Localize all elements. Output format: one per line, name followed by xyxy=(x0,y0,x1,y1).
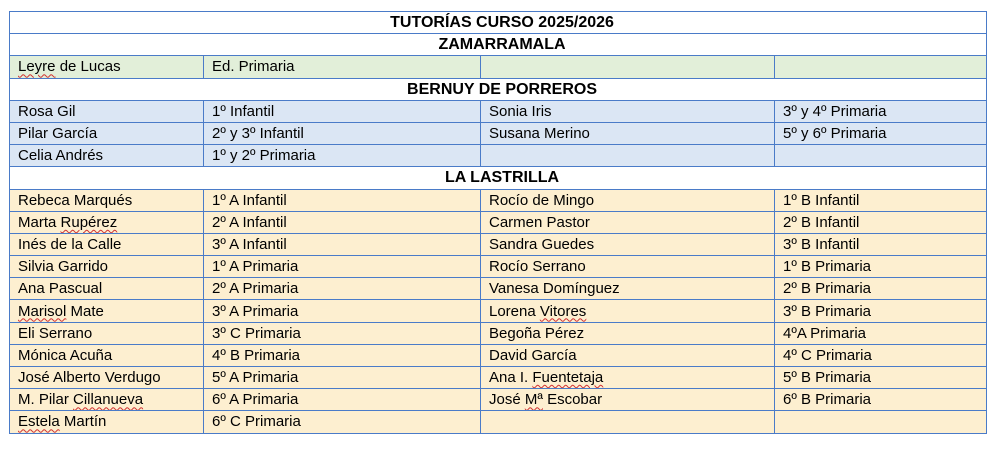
table-row xyxy=(10,211,987,233)
teacher-name-cell: Estela Martín xyxy=(10,411,204,433)
course-cell: 3º C Primaria xyxy=(204,322,481,344)
teacher-name-cell: Mónica Acuña xyxy=(10,344,204,366)
teacher-name-cell: Inés de la Calle xyxy=(10,233,204,255)
teacher-name-cell: Carmen Pastor xyxy=(481,211,775,233)
course-cell: 2º B Primaria xyxy=(775,278,987,300)
teacher-name-cell: Rebeca Marqués xyxy=(10,189,204,211)
course-cell: 5º y 6º Primaria xyxy=(775,122,987,144)
teacher-name-cell: Begoña Pérez xyxy=(481,322,775,344)
course-cell: 6º B Primaria xyxy=(775,389,987,411)
section-title-lastrilla: LA LASTRILLA xyxy=(10,167,987,189)
teacher-name-cell xyxy=(481,145,775,167)
teacher-name-cell: Vanesa Domínguez xyxy=(481,278,775,300)
course-cell xyxy=(775,56,987,78)
teacher-name-cell: José Alberto Verdugo xyxy=(10,367,204,389)
teacher-name-cell: Ana I. Fuentetaja xyxy=(481,367,775,389)
section-title-bernuy: BERNUY DE PORREROS xyxy=(10,78,987,100)
teacher-name-cell: Celia Andrés xyxy=(10,145,204,167)
course-cell: 4º C Primaria xyxy=(775,344,987,366)
table-row xyxy=(10,145,987,167)
course-cell: 4º B Primaria xyxy=(204,344,481,366)
section-header-row xyxy=(10,78,987,100)
table-row xyxy=(10,189,987,211)
table-row xyxy=(10,100,987,122)
teacher-name-cell: Marisol Mate xyxy=(10,300,204,322)
tutorias-table xyxy=(9,11,987,434)
course-cell: 1º B Primaria xyxy=(775,256,987,278)
section-title-zamarramala: ZAMARRAMALA xyxy=(10,34,987,56)
teacher-name-cell: Leyre de Lucas xyxy=(10,56,204,78)
course-cell: 3º A Infantil xyxy=(204,233,481,255)
table-row xyxy=(10,256,987,278)
course-cell: 3º y 4º Primaria xyxy=(775,100,987,122)
course-cell: 2º y 3º Infantil xyxy=(204,122,481,144)
section-header-row xyxy=(10,167,987,189)
section-header-row xyxy=(10,34,987,56)
teacher-name-cell: Rocío Serrano xyxy=(481,256,775,278)
course-cell: 1º A Infantil xyxy=(204,189,481,211)
course-cell: 5º A Primaria xyxy=(204,367,481,389)
table-row xyxy=(10,278,987,300)
table-row xyxy=(10,122,987,144)
tutorias-document xyxy=(9,11,986,434)
teacher-name-cell: Lorena Vitores xyxy=(481,300,775,322)
teacher-name-cell: Rosa Gil xyxy=(10,100,204,122)
teacher-name-cell: Rocío de Mingo xyxy=(481,189,775,211)
teacher-name-cell xyxy=(481,56,775,78)
course-cell: 1º B Infantil xyxy=(775,189,987,211)
course-cell: 2º A Infantil xyxy=(204,211,481,233)
teacher-name-cell: Marta Rupérez xyxy=(10,211,204,233)
course-cell: 3º B Primaria xyxy=(775,300,987,322)
table-row xyxy=(10,56,987,78)
course-cell xyxy=(775,145,987,167)
table-row xyxy=(10,233,987,255)
course-cell: 1º Infantil xyxy=(204,100,481,122)
course-cell: 2º B Infantil xyxy=(775,211,987,233)
teacher-name-cell: Silvia Garrido xyxy=(10,256,204,278)
teacher-name-cell: Pilar García xyxy=(10,122,204,144)
course-cell: 6º C Primaria xyxy=(204,411,481,433)
course-cell: Ed. Primaria xyxy=(204,56,481,78)
teacher-name-cell: José Mª Escobar xyxy=(481,389,775,411)
teacher-name-cell: Sonia Iris xyxy=(481,100,775,122)
course-cell: 2º A Primaria xyxy=(204,278,481,300)
teacher-name-cell: David García xyxy=(481,344,775,366)
teacher-name-cell: Eli Serrano xyxy=(10,322,204,344)
course-cell: 5º B Primaria xyxy=(775,367,987,389)
course-cell: 6º A Primaria xyxy=(204,389,481,411)
table-row xyxy=(10,367,987,389)
teacher-name-cell: M. Pilar Cillanueva xyxy=(10,389,204,411)
teacher-name-cell: Sandra Guedes xyxy=(481,233,775,255)
table-row xyxy=(10,389,987,411)
title-row xyxy=(10,12,987,34)
course-cell: 3º A Primaria xyxy=(204,300,481,322)
course-cell xyxy=(775,411,987,433)
course-cell: 4ºA Primaria xyxy=(775,322,987,344)
course-cell: 3º B Infantil xyxy=(775,233,987,255)
teacher-name-cell xyxy=(481,411,775,433)
course-cell: 1º y 2º Primaria xyxy=(204,145,481,167)
table-row xyxy=(10,322,987,344)
table-row xyxy=(10,300,987,322)
teacher-name-cell: Ana Pascual xyxy=(10,278,204,300)
table-title: TUTORÍAS CURSO 2025/2026 xyxy=(10,12,987,34)
course-cell: 1º A Primaria xyxy=(204,256,481,278)
table-row xyxy=(10,411,987,433)
teacher-name-cell: Susana Merino xyxy=(481,122,775,144)
table-row xyxy=(10,344,987,366)
